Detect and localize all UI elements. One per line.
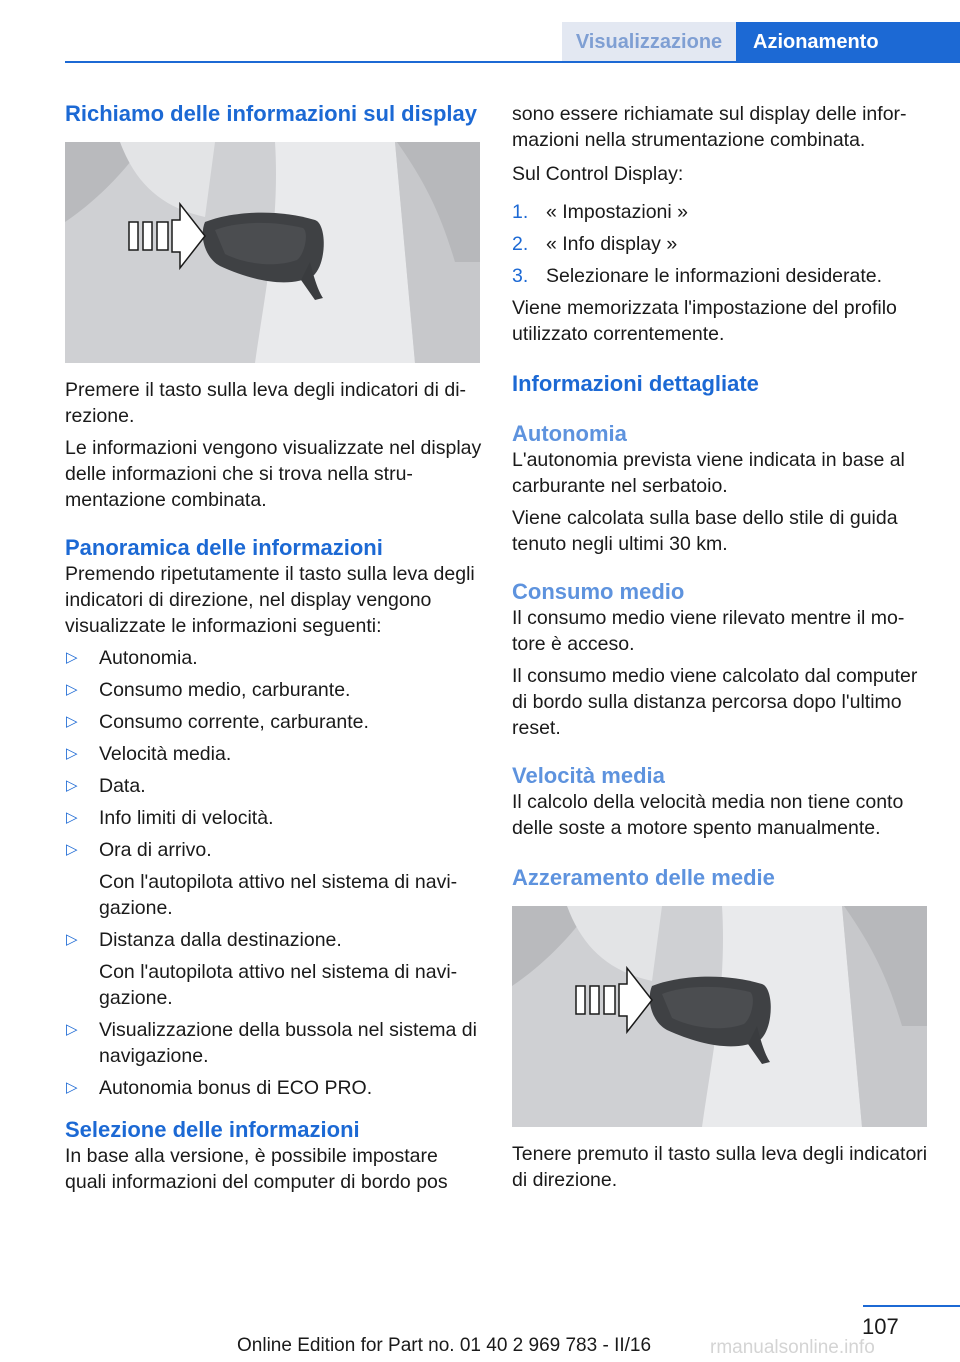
- text-in-base: In base alla versione, è possibile impostare quali informazioni del computer di bordo pos: [65, 1145, 448, 1193]
- text-premere: Premere il tasto sulla leva degli indicatori di direzione.: [65, 379, 467, 427]
- footer-rule: [863, 1305, 960, 1307]
- list-item: ▷ Consumo corrente, carburante.: [66, 711, 369, 733]
- left-column: [65, 101, 483, 1195]
- list-item: ▷ Autonomia bonus di ECO PRO.: [66, 1077, 373, 1099]
- footer-watermark: rmanualsonline.info: [710, 1337, 875, 1358]
- heading-velocita-media: Velocità media: [512, 763, 665, 788]
- text-consumo-2: Il consumo medio viene calcolato dal computer di bordo sulla distanza percorsa dopo l'ultimo reset.: [512, 665, 918, 739]
- list-item: ▷ Distanza dalla destinazione. Con l'autopilota attivo nel sistema di navigazione.: [65, 927, 483, 1011]
- bullet-arrow-icon: ▷: [66, 931, 78, 948]
- heading-informazioni-dettagliate: Informazioni dettagliate: [512, 371, 759, 396]
- list-item: ▷ Autonomia.: [66, 647, 198, 669]
- text-viene-memorizzata: Viene memorizzata l'impostazione del profilo utilizzato correntemente.: [512, 297, 897, 345]
- text-le-informazioni: Le informazioni vengono visualizzate nel display delle informazioni che si trova nella strumentazione combinata.: [65, 437, 482, 511]
- list-item: ▷ Ora di arrivo. Con l'autopilota attivo nel sistema di navigazione.: [65, 837, 483, 921]
- text-velocita: Il calcolo della velocità media non tiene conto delle soste a motore spento manualmente.: [512, 791, 904, 839]
- tab-azionamento[interactable]: Azionamento: [736, 22, 960, 63]
- illustration-indicator-lever: [65, 142, 480, 363]
- bullet-arrow-icon: ▷: [66, 841, 78, 858]
- text-autonomia-1: L'autonomia prevista viene indicata in base al carburante nel serbatoio.: [512, 449, 905, 497]
- text-consumo-1: Il consumo medio viene rilevato mentre il motore è acceso.: [512, 607, 905, 655]
- bullet-arrow-icon: ▷: [66, 649, 78, 666]
- heading-richiamo: Richiamo delle informazioni sul display: [65, 101, 477, 126]
- text-tenere-premuto: Tenere premuto il tasto sulla leva degli indicatori di direzione.: [512, 1143, 928, 1191]
- step-item: 2. « Info display »: [512, 233, 678, 255]
- list-item: ▷ Info limiti di velocità.: [66, 807, 274, 829]
- list-item: ▷ Velocità media.: [66, 743, 232, 765]
- heading-azzeramento: Azzeramento delle medie: [512, 865, 775, 890]
- header-rule: [65, 61, 960, 63]
- list-item: ▷ Consumo medio, carburante.: [66, 679, 351, 701]
- tab-visualizzazione[interactable]: Visualizzazione: [562, 22, 736, 61]
- bullet-arrow-icon: ▷: [66, 713, 78, 730]
- bullet-arrow-icon: ▷: [66, 809, 78, 826]
- steps-list: [512, 199, 930, 289]
- list-item-note: Con l'autopilota attivo nel sistema di navigazione.: [99, 871, 458, 919]
- text-autonomia-2: Viene calcolata sulla base dello stile di guida tenuto negli ultimi 30 km.: [512, 507, 898, 555]
- heading-consumo-medio: Consumo medio: [512, 579, 685, 604]
- list-item-note: Con l'autopilota attivo nel sistema di navigazione.: [99, 961, 458, 1009]
- text-sono-essere: sono essere richiamate sul display delle informazioni nella strumentazione combinata.: [512, 103, 907, 151]
- step-item: 1. « Impostazioni »: [512, 201, 688, 223]
- bullet-arrow-icon: ▷: [66, 745, 78, 762]
- bullet-arrow-icon: ▷: [66, 777, 78, 794]
- bullet-arrow-icon: ▷: [66, 681, 78, 698]
- heading-autonomia: Autonomia: [512, 421, 627, 446]
- bullet-arrow-icon: ▷: [66, 1021, 78, 1038]
- footer-edition: Online Edition for Part no. 01 40 2 969 783 - II/16: [237, 1335, 652, 1356]
- heading-selezione: Selezione delle informazioni: [65, 1117, 360, 1142]
- list-item: ▷ Data.: [66, 775, 146, 797]
- heading-panoramica: Panoramica delle informazioni: [65, 535, 383, 560]
- text-sul-control-display: Sul Control Display:: [512, 163, 684, 185]
- list-item: ▷ Visualizzazione della bussola nel sistema di navigazione.: [66, 1019, 477, 1067]
- bullet-arrow-icon: ▷: [66, 1079, 78, 1096]
- illustration-indicator-lever-reset: [512, 906, 927, 1127]
- text-premendo: Premendo ripetutamente il tasto sulla leva degli indicatori di direzione, nel display vengono visualizzate le informazioni seguenti:: [65, 563, 475, 637]
- step-item: 3. Selezionare le informazioni desiderate.: [512, 265, 883, 287]
- page-number: 107: [862, 1314, 899, 1339]
- right-column: [512, 101, 930, 1193]
- info-list: [65, 645, 483, 1101]
